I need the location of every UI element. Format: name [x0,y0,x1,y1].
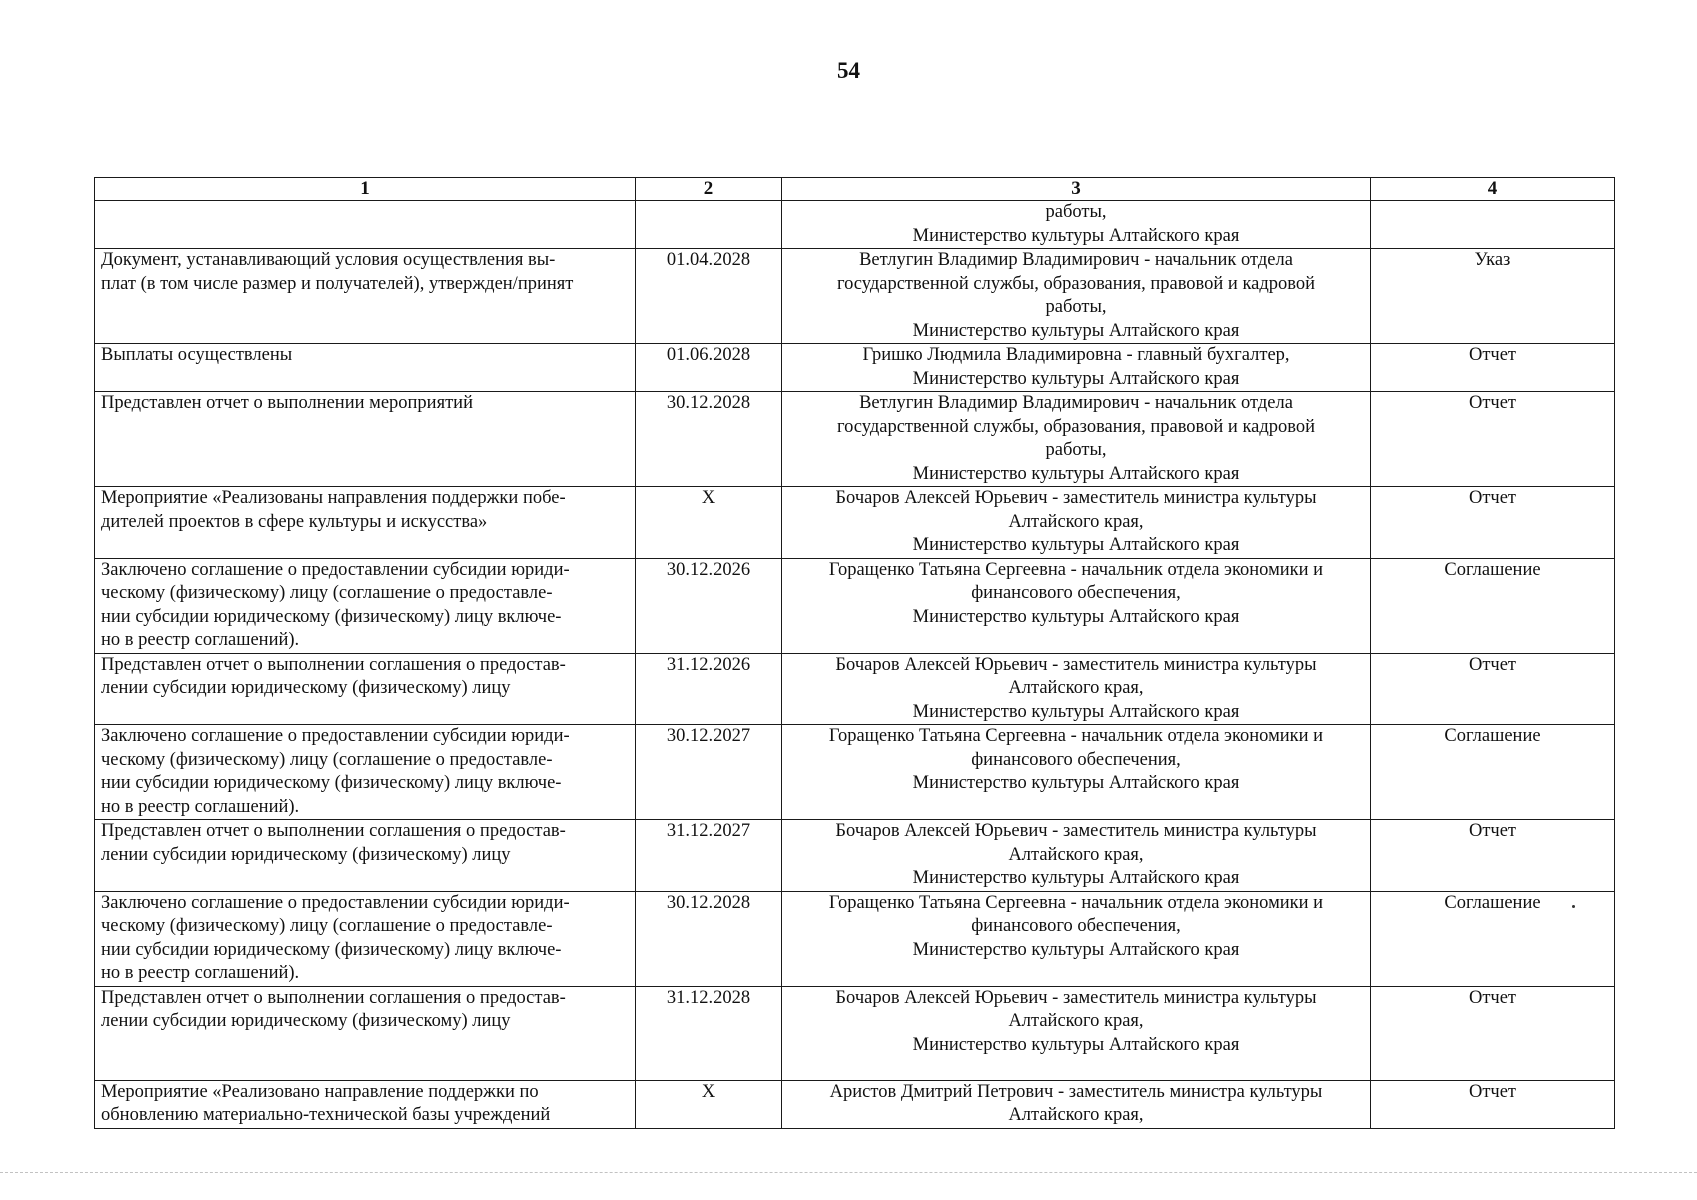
table-body [95,201,1615,1129]
cell-date: 30.12.2028 [636,891,782,986]
responsible-line: государственной службы, образования, правовой и кадровой [836,416,1316,437]
description-line: но в реестр соглашений). [101,963,300,983]
table-row [95,820,1615,892]
responsible-line: работы, [1045,202,1107,222]
cell-responsible [782,1080,1371,1128]
responsible-line: Ветлугин Владимир Владимирович - начальник отдела [859,393,1293,413]
cell-description [95,392,636,487]
cell-date: 01.06.2028 [636,344,782,392]
responsible-line: работы, [1045,440,1107,460]
table-header-row [95,178,1615,201]
cell-date [636,201,782,249]
cell-responsible [782,891,1371,986]
cell-responsible [782,986,1371,1080]
cell-document-type: Отчет [1371,653,1615,725]
responsible-line: Министерство культуры Алтайского края [912,320,1240,341]
cell-date: X [636,487,782,559]
cell-responsible [782,344,1371,392]
description-line: Заключено соглашение о предоставлении субсидии юриди- [101,559,570,580]
description-line: нии субсидии юридическому (физическому) лицу включе- [101,939,562,960]
cell-description [95,986,636,1080]
responsible-line: государственной службы, образования, правовой и кадровой [836,273,1316,294]
cell-date: 01.04.2028 [636,249,782,344]
table-row [95,487,1615,559]
description-line: ческому (физическому) лицу (соглашение о предоставле- [101,749,553,770]
description-line: Представлен отчет о выполнении соглашения о предостав- [101,654,566,675]
cell-responsible [782,392,1371,487]
cell-document-type: Отчет [1371,820,1615,892]
cell-responsible [782,653,1371,725]
cell-document-type: Отчет [1371,344,1615,392]
cell-document-type: Отчет [1371,986,1615,1080]
description-line: Документ, устанавливающий условия осуществления вы- [101,250,556,270]
cell-responsible [782,725,1371,820]
cell-description [95,1080,636,1128]
cell-document-type: Отчет [1371,487,1615,559]
responsible-line: финансового обеспечения, [971,749,1181,770]
responsible-line: Министерство культуры Алтайского края [912,701,1240,722]
table-row [95,344,1615,392]
cell-document-type: Отчет [1371,1080,1615,1128]
responsible-line: Алтайского края, [1008,1011,1144,1031]
cell-description [95,249,636,344]
cell-description [95,891,636,986]
table-row [95,891,1615,986]
cell-description [95,201,636,249]
table-row [95,653,1615,725]
responsible-line: Министерство культуры Алтайского края [912,535,1240,555]
cell-responsible [782,558,1371,653]
cell-description [95,653,636,725]
description-line: Мероприятие «Реализовано направление поддержки по [101,1081,539,1102]
responsible-line: Аристов Дмитрий Петрович - заместитель министра культуры [829,1081,1323,1102]
responsible-line: Министерство культуры Алтайского края [912,939,1240,960]
cell-description [95,344,636,392]
table-row [95,558,1615,653]
description-line: Мероприятие «Реализованы направления поддержки побе- [101,488,566,508]
column-header-4: 4 [1371,178,1615,201]
responsible-line: Бочаров Алексей Юрьевич - заместитель министра культуры [835,488,1317,508]
table-row [95,986,1615,1080]
description-line: Заключено соглашение о предоставлении субсидии юриди- [101,726,570,746]
description-line: лении субсидии юридическому (физическому) лицу [101,1011,511,1031]
cell-document-type: Указ [1371,249,1615,344]
cell-date: 30.12.2028 [636,392,782,487]
cell-date: 31.12.2028 [636,986,782,1080]
cell-document-type: Соглашение [1371,558,1615,653]
description-line: ческому (физическому) лицу (соглашение о предоставле- [101,583,553,603]
cell-date: 30.12.2027 [636,725,782,820]
responsible-line: Горащенко Татьяна Сергеевна - начальник отдела экономики и [828,892,1324,913]
description-line: Выплаты осуществлены [101,345,293,365]
scan-speck [1572,905,1575,908]
cell-responsible [782,249,1371,344]
responsible-line: Алтайского края, [1008,511,1144,532]
cell-description [95,725,636,820]
description-line: Представлен отчет о выполнении мероприятий [101,393,473,413]
responsible-line: Министерство культуры Алтайского края [912,1034,1240,1055]
description-line: лении субсидии юридическому (физическому) лицу [101,678,511,698]
table-row [95,1080,1615,1128]
responsible-line: финансового обеспечения, [971,583,1181,603]
cell-description [95,820,636,892]
responsible-line: Бочаров Алексей Юрьевич - заместитель министра культуры [835,821,1317,841]
description-line: Представлен отчет о выполнении соглашения о предостав- [101,987,566,1008]
responsible-line: Министерство культуры Алтайского края [912,606,1240,627]
cell-document-type: Отчет [1371,392,1615,487]
responsible-line: Алтайского края, [1008,844,1144,865]
description-line: нии субсидии юридическому (физическому) лицу включе- [101,773,562,793]
responsible-line: Горащенко Татьяна Сергеевна - начальник отдела экономики и [828,559,1324,580]
responsible-line: Бочаров Алексей Юрьевич - заместитель министра культуры [835,987,1317,1008]
description-line: ческому (физическому) лицу (соглашение о предоставле- [101,916,553,936]
cell-document-type: Соглашение [1371,891,1615,986]
responsible-line: Министерство культуры Алтайского края [912,868,1240,888]
description-line: плат (в том числе размер и получателей), утвержден/принят [101,273,574,294]
responsible-line: финансового обеспечения, [971,916,1181,936]
description-line: но в реестр соглашений). [101,796,300,817]
responsible-line: Министерство культуры Алтайского края [912,463,1240,484]
description-line: лении субсидии юридическому (физическому) лицу [101,844,511,865]
cell-date: 31.12.2026 [636,653,782,725]
description-line: обновлению материально-технической базы учреждений [101,1105,551,1125]
responsible-line: Ветлугин Владимир Владимирович - начальник отдела [859,250,1293,270]
description-line: Заключено соглашение о предоставлении субсидии юриди- [101,892,570,913]
cell-date: X [636,1080,782,1128]
cell-responsible [782,201,1371,249]
table-row [95,392,1615,487]
responsible-line: Министерство культуры Алтайского края [912,368,1240,389]
cell-document-type: Соглашение [1371,725,1615,820]
description-line: но в реестр соглашений). [101,630,300,650]
cell-date: 31.12.2027 [636,820,782,892]
cell-description [95,558,636,653]
responsible-line: Министерство культуры Алтайского края [912,773,1240,793]
table-row [95,725,1615,820]
description-line: Представлен отчет о выполнении соглашения о предостав- [101,821,566,841]
scan-edge-marks [0,1172,1697,1176]
column-header-1: 1 [95,178,636,201]
responsible-line: Алтайского края, [1008,1105,1144,1125]
responsible-line: Бочаров Алексей Юрьевич - заместитель министра культуры [835,654,1317,675]
description-line: нии субсидии юридическому (физическому) лицу включе- [101,606,562,627]
cell-responsible [782,487,1371,559]
measures-table [94,177,1615,1129]
column-header-2: 2 [636,178,782,201]
cell-description [95,487,636,559]
cell-date: 30.12.2026 [636,558,782,653]
cell-document-type [1371,201,1615,249]
page-number: 54 [837,58,860,83]
responsible-line: Гришко Людмила Владимировна - главный бухгалтер, [862,345,1290,365]
responsible-line: Алтайского края, [1008,678,1144,698]
description-line: дителей проектов в сфере культуры и искусства» [101,511,488,532]
cell-responsible [782,820,1371,892]
responsible-line: работы, [1045,297,1107,317]
table-row [95,249,1615,344]
table-row [95,201,1615,249]
column-header-3: 3 [782,178,1371,201]
responsible-line: Горащенко Татьяна Сергеевна - начальник отдела экономики и [828,726,1324,746]
responsible-line: Министерство культуры Алтайского края [912,225,1240,246]
